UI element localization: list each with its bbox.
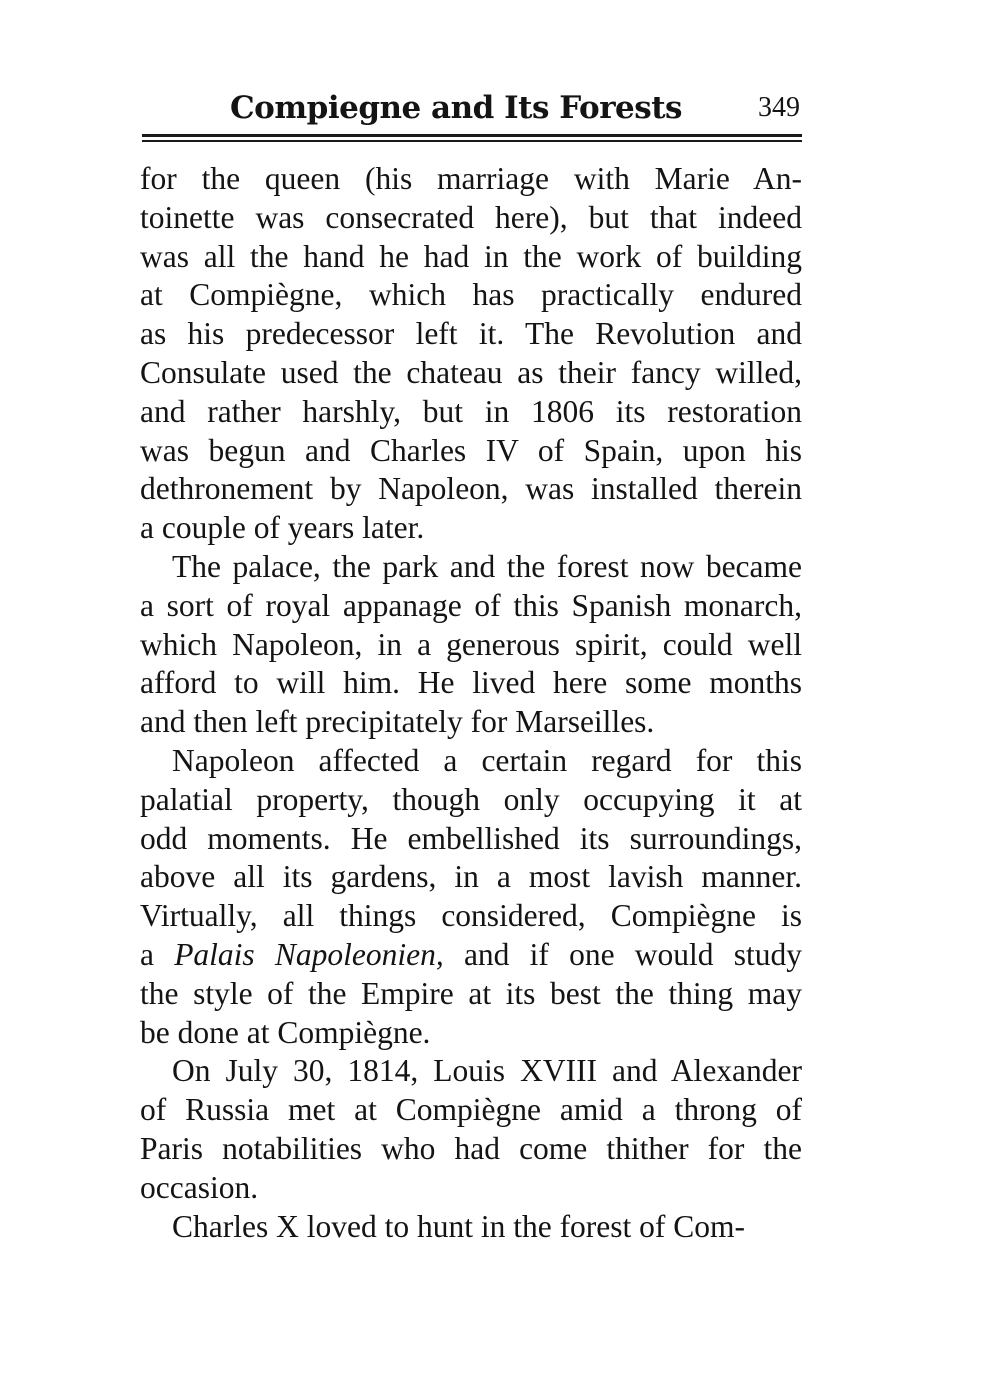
- text-line: at Compiègne, which has practically endured: [140, 277, 802, 313]
- running-title: Compiegne and Its Forests: [230, 90, 682, 126]
- header-rule-top: [142, 134, 802, 137]
- text-line: and rather harshly, but in 1806 its restoration: [140, 393, 802, 429]
- text-line: was begun and Charles IV of Spain, upon his: [140, 432, 802, 468]
- text-line: toinette was consecrated here), but that indeed: [140, 199, 802, 235]
- text-segment: a: [140, 936, 175, 972]
- italic-title: Palais Napoleonien,: [174, 936, 444, 972]
- text-line: and then left precipitately for Marseilles.: [140, 704, 655, 740]
- text-line: a sort of royal appanage of this Spanish monarch,: [140, 587, 802, 623]
- text-line: of Russia met at Compiègne amid a throng of: [140, 1092, 802, 1128]
- text-line: be done at Compiègne.: [140, 1014, 431, 1050]
- text-line: Charles X loved to hunt in the forest of Com-: [172, 1208, 746, 1244]
- text-line: odd moments. He embellished its surroundings,: [140, 820, 802, 856]
- text-line: Consulate used the chateau as their fancy willed,: [140, 354, 802, 390]
- text-line: a couple of years later.: [140, 510, 425, 546]
- text-line: which Napoleon, in a generous spirit, could well: [140, 626, 802, 662]
- text-line: Napoleon affected a certain regard for this: [172, 742, 802, 778]
- text-line: palatial property, though only occupying it at: [140, 781, 802, 817]
- header-rule-bottom: [142, 140, 802, 142]
- text-line-with-italic: [140, 936, 802, 975]
- text-line: On July 30, 1814, Louis XVIII and Alexander: [172, 1053, 802, 1089]
- text-line: occasion.: [140, 1169, 259, 1205]
- text-line: Virtually, all things considered, Compiègne is: [140, 898, 802, 934]
- text-line: dethronement by Napoleon, was installed therein: [140, 471, 802, 507]
- text-line: the style of the Empire at its best the thing may: [140, 975, 802, 1011]
- page-number: 349: [758, 92, 800, 123]
- text-line: for the queen (his marriage with Marie An-: [140, 161, 802, 196]
- text-line: above all its gardens, in a most lavish manner.: [140, 859, 802, 895]
- text-line: Paris notabilities who had come thither for the: [140, 1130, 802, 1166]
- text-line: afford to will him. He lived here some months: [140, 665, 802, 701]
- text-segment: and if one would study: [443, 936, 802, 972]
- body-text: [140, 160, 802, 1246]
- text-line: as his predecessor left it. The Revolution and: [140, 316, 802, 352]
- page-header: [140, 88, 802, 132]
- text-line: The palace, the park and the forest now became: [172, 548, 802, 584]
- text-line: was all the hand he had in the work of building: [140, 238, 802, 274]
